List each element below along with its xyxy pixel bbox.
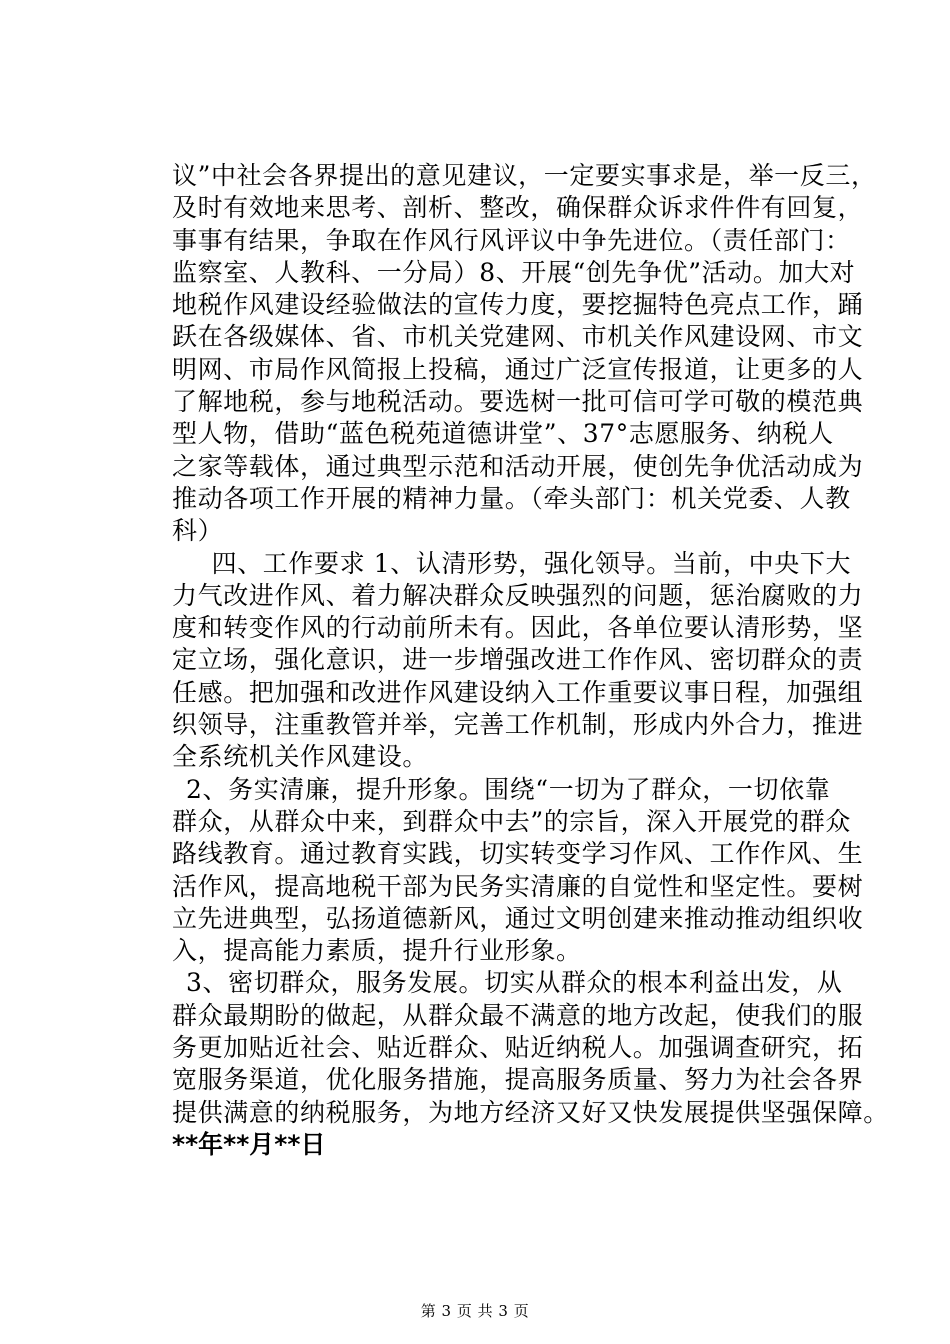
- text-line: 群众，从群众中来，到群众中去”的宗旨，深入开展党的群众: [172, 806, 851, 836]
- text-line: 织领导，注重教管并举，完善工作机制，形成内外合力，推进: [172, 710, 864, 740]
- text-line: 力气改进作风、着力解决群众反映强烈的问题，惩治腐败的力: [172, 580, 864, 610]
- text-line: 科）: [172, 516, 224, 546]
- document-body: [172, 160, 889, 1161]
- text-line: 跃在各级媒体、省、市机关党建网、市机关作风建设网、市文: [172, 322, 864, 352]
- text-line: 之家等载体，通过典型示范和活动开展，使创先争优活动成为: [172, 451, 864, 481]
- text-line: 入，提高能力素质，提升行业形象。: [172, 936, 582, 966]
- text-line: 活作风，提高地税干部为民务实清廉的自觉性和坚定性。要树: [172, 871, 864, 901]
- text-line: 议”中社会各界提出的意见建议，一定要实事求是，举一反三，: [172, 161, 877, 190]
- text-line: 度和转变作风的行动前所未有。因此，各单位要认清形势，坚: [172, 613, 864, 643]
- text-line: 事事有结果，争取在作风行风评议中争先进位。（责任部门：: [172, 225, 851, 255]
- page-footer: 第 3 页 共 3 页: [420, 1302, 530, 1320]
- text-line: 了解地税，参与地税活动。要选树一批可信可学可敬的模范典: [172, 387, 864, 417]
- text-line: 宽服务渠道，优化服务措施，提高服务质量、努力为社会各界: [172, 1065, 864, 1095]
- text-line: 定立场，强化意识，进一步增强改进工作作风、密切群众的责: [172, 645, 864, 675]
- text-line: 及时有效地来思考、剖析、整改，确保群众诉求件件有回复，: [172, 193, 864, 223]
- text-line: 2、务实清廉，提升形象。围绕“一切为了群众，一切依靠: [186, 774, 831, 804]
- text-line: 务更加贴近社会、贴近群众、贴近纳税人。加强调查研究，拓: [172, 1033, 864, 1063]
- text-line: 型人物，借助“蓝色税苑道德讲堂”、37°志愿服务、纳税人: [172, 419, 834, 449]
- text-line: 明网、市局作风简报上投稿，通过广泛宣传报道，让更多的人: [172, 354, 864, 384]
- text-line: 监察室、人教科、一分局）8、开展“创先争优”活动。加大对: [172, 257, 856, 287]
- text-line: 任感。把加强和改进作风建设纳入工作重要议事日程，加强组: [172, 677, 864, 707]
- text-line: 提供满意的纳税服务，为地方经济又好又快发展提供坚强保障。: [172, 1097, 889, 1127]
- text-line: 地税作风建设经验做法的宣传力度，要挖掘特色亮点工作，踊: [172, 290, 864, 320]
- text-line: 路线教育。通过教育实践，切实转变学习作风、工作作风、生: [172, 839, 864, 869]
- text-line: 立先进典型，弘扬道德新风，通过文明创建来推动推动组织收: [172, 903, 864, 933]
- text-line: 3、密切群众，服务发展。切实从群众的根本利益出发，从: [186, 968, 843, 998]
- date-line: **年**月**日: [172, 1129, 326, 1159]
- text-line: 四、工作要求 1、认清形势，强化领导。当前，中央下大: [186, 548, 852, 578]
- text-line: 推动各项工作开展的精神力量。（牵头部门：机关党委、人教: [172, 483, 851, 513]
- text-line: 全系统机关作风建设。: [172, 742, 429, 772]
- text-line: 群众最期盼的做起，从群众最不满意的地方改起，使我们的服: [172, 1000, 864, 1030]
